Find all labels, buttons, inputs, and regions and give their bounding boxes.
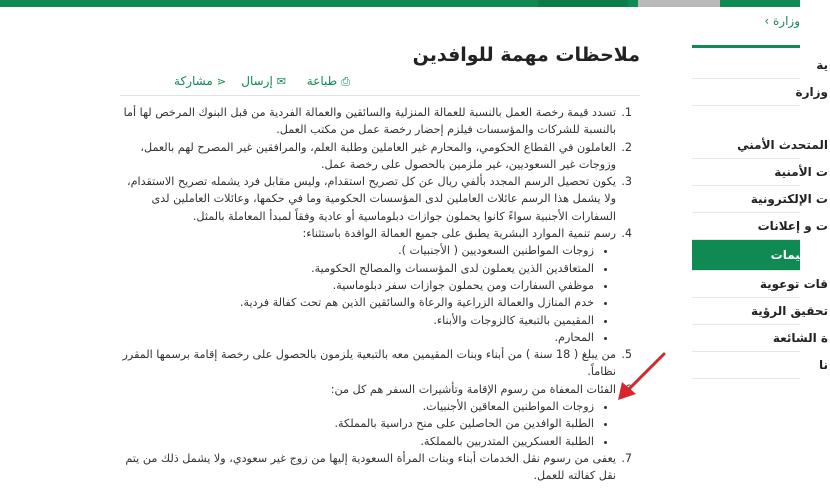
print-label: طباعة [306,74,338,88]
sub-item: • المقيمين بالتبعية كالزوجات والأبناء. [120,312,594,329]
top-nav-tab[interactable] [538,0,628,7]
sidebar-item-label: ة الشائعة [772,331,828,345]
sub-item: • المتعاقدين الذين يعملون لدى المؤسسات والمصالح الحكومية. [120,260,594,277]
sub-item: • موظفي السفارات ومن يحملون جوازات سفر دبلوماسية. [120,277,594,294]
share-label: مشاركة [174,74,213,88]
title-divider [120,95,640,96]
notes-list [120,104,632,485]
sidebar-top-accent [692,45,800,48]
note-text: يعفى من رسوم نقل الخدمات أبناء وبنات المرأة السعودية إليها من زوج غير سعودي، ولا يشمل ذلك من يتم نقل كفالته للعمل. [125,451,616,483]
envelope-icon: ✉ [276,75,286,88]
note-item-1 [120,104,616,139]
sub-item: • زوجات المواطنين المعاقين الأجنبيات. [120,398,594,415]
page-title: ملاحظات مهمة للوافدين [412,44,640,66]
sidebar-item-instructions[interactable] [692,240,828,271]
sidebar-item-faq[interactable] [692,325,828,352]
sidebar-item-awareness[interactable] [692,271,828,298]
chevron-right-icon: › [764,14,770,28]
sidebar-item-eservices[interactable] [692,186,828,213]
red-arrow-annotation [612,352,672,402]
breadcrumb[interactable] [728,14,800,28]
note-text: الفئات المعفاة من رسوم الإقامة وتأشيرات السفر هم كل من: [330,382,616,396]
sidebar-item-label: ت الأمنية [774,165,828,179]
notes-content [120,104,632,485]
print-button[interactable] [307,74,350,89]
sidebar-item-label: و تعليمات [770,248,828,262]
printer-icon: ⎙ [341,75,350,88]
share-button[interactable] [174,74,226,88]
note-item-2 [120,139,616,174]
sub-item: • المحارم. [120,329,594,346]
sub-item: • الطلبة العسكريين المتدربين بالمملكة. [120,433,594,450]
sub-item: • زوجات المواطنين السعوديين ( الأجنبيات ). [120,242,594,259]
note-text: يكون تحصيل الرسم المجدد بألفي ريال عن كل تصريح استقدام، وليس مقابل فرد يشمله تصريح الاستقدام، ولا يشمل هذا الرسم عائلات العاملين لدى المؤسسات الحكومية وما في حكمها، وعائلات العاملين لدى السفارات الأجنبية سواءً كانوا يحملون جوازات دبلوماسية أو عادية وفقاً لمبدأ المعاملة بالمثل. [126,175,616,223]
sidebar-item-contact[interactable] [692,352,828,379]
page-toolbar [160,74,350,94]
sidebar-item-label: قات توعوية [759,277,828,291]
note-text: من يبلغ ( 18 سنة ) من أبناء وبنات المقيمين معه بالتبعية يلزمون بالحصول على رخصة إقامة برسمها المقرر نظاماً. [122,348,616,379]
send-button[interactable] [241,74,286,88]
note-text: تسدد قيمة رخصة العمل بالنسبة للعمالة المنزلية والسائقين والعمالة الفردية من قبل البنوك المرخص لها أما بالنسبة للشركات والمؤسسات فيلزم إحضار رخصة عمل من مكتب العمل. [123,106,616,137]
note-item-3 [120,173,616,225]
note-item-5 [120,346,616,381]
top-nav-bar [0,0,800,7]
note-item-7 [120,450,616,485]
note-sublist [120,398,616,450]
sidebar-item-1[interactable] [692,52,828,79]
arrow-shaft [626,354,664,392]
sidebar-item-label: نا [818,358,828,372]
note-text: رسم تنمية الموارد البشرية يطبق على جميع العمالة الوافدة باستثناء: [302,227,616,241]
sidebar-item-2[interactable] [692,79,828,106]
sidebar-item-label: ت الإلكترونية [750,192,828,206]
breadcrumb-label[interactable]: وزارة [772,14,800,28]
sidebar-item-security-spokesman[interactable] [692,132,828,159]
note-item-6 [120,381,616,450]
sidebar-item-security[interactable] [692,159,828,186]
sidebar-item-announcements[interactable] [692,213,828,240]
sidebar-item-label: ت و إعلانات [757,219,828,233]
sidebar-item-vision[interactable] [692,298,828,325]
note-sublist [120,242,616,346]
share-icon: ⋖ [216,75,226,88]
top-nav-tab-gray[interactable] [638,0,720,7]
note-text: العاملون في القطاع الحكومي، والمحارم غير العاملين وطلبة العلم، والمرافقين غير المصرح لهم بالعمل، وزوجات غير السعوديين، غير ملزمين بالحصول على رخصة عمل. [140,140,616,171]
sidebar-item-label: تحقيق الرؤية [750,304,828,318]
note-item-4 [120,225,616,346]
sub-item: • الطلبة الوافدين من الحاصلين على منح دراسية بالمملكة. [120,415,594,432]
send-label: إرسال [241,74,273,88]
sidebar-item-label: ية [816,58,828,72]
sub-item: • خدم المنازل والعمالة الزراعية والرعاة والسائقين الذين هم تحت كفالة فردية. [120,294,594,311]
sidebar-item-label: المتحدث الأمني [737,138,828,152]
sidebar-item-label: وزارة [795,85,828,99]
